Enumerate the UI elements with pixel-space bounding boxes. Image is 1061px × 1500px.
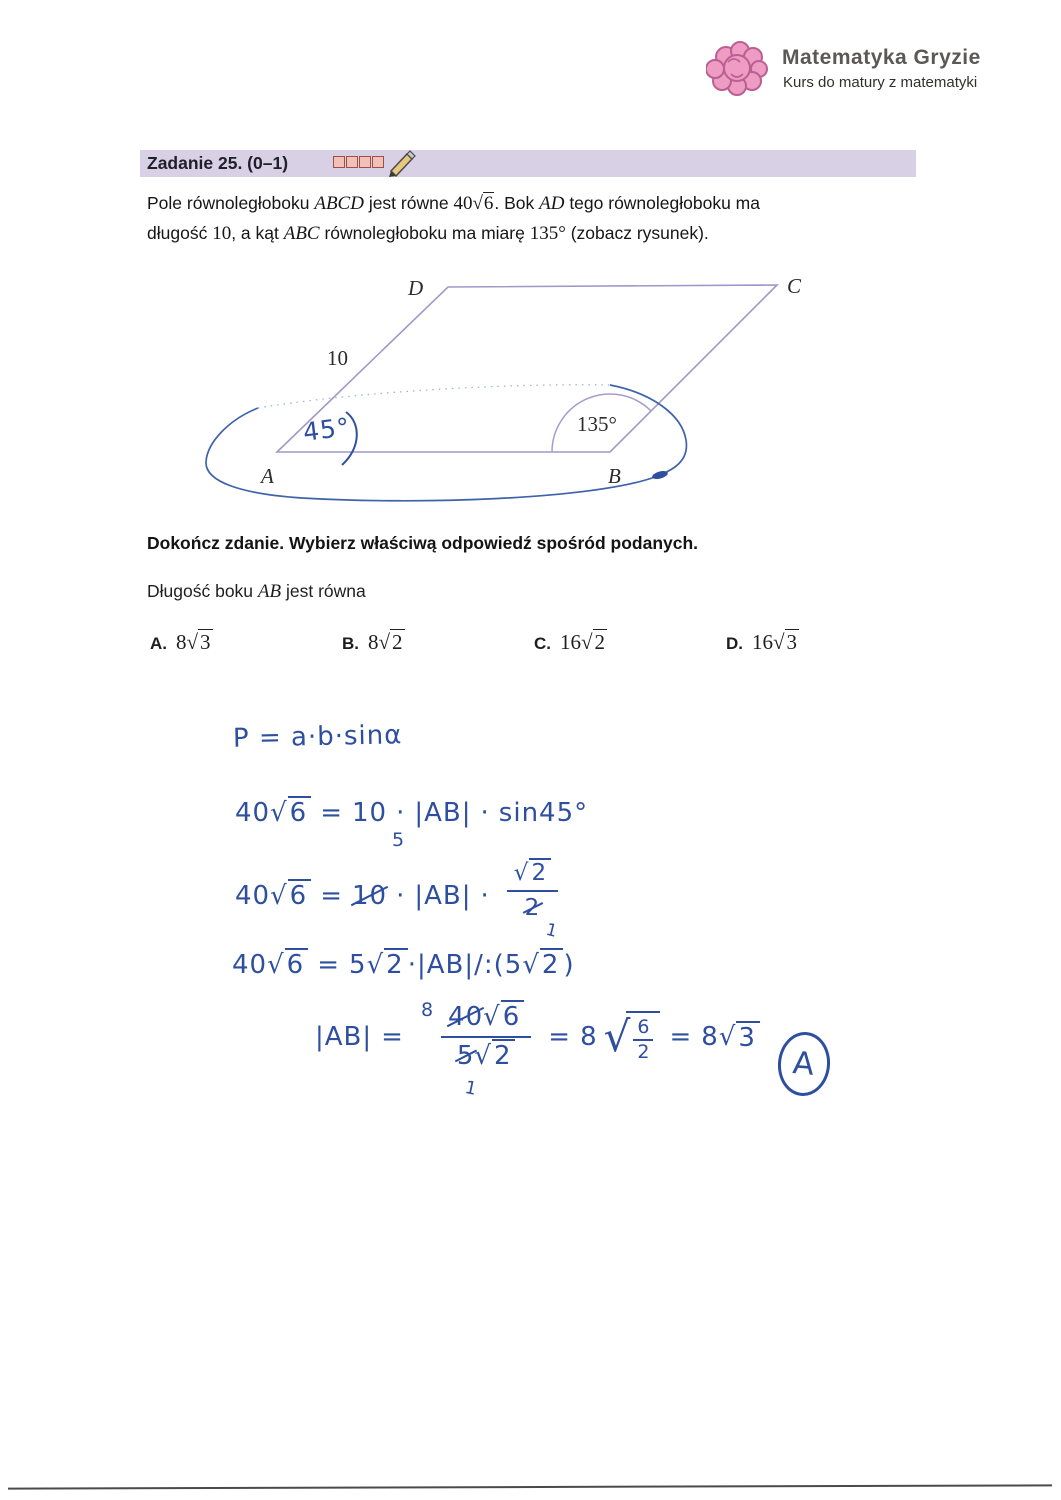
circled-answer: A [775,1029,832,1097]
fraction-sqrt2-over-2: √2 2 1 [507,860,558,921]
logo-title: Matematyka Gryzie [782,46,981,69]
vertex-label-d: D [408,276,424,300]
solution-line-5: |AB| = 8 40√6 5√2 1 = 8 √ $\frac{6}{2}$ = 8 √ 3 A [315,1002,830,1071]
vertex-label-c: C [787,274,802,298]
handwritten-loop-faint [258,385,610,408]
annotation-eight: 8 [420,998,434,1021]
fraction-40sqrt6-over-5sqrt2: 40√6 5√2 1 [441,1002,531,1071]
option-a: A. 8√3 [150,630,211,654]
angle-b-label: 135° [577,412,617,436]
difficulty-square [359,156,371,168]
problem-statement [147,189,867,248]
problem-line-2: długość 10, a kąt ABC równoległoboku ma miarę 135° (zobacz rysunek). [147,222,709,244]
task-header-label: Zadanie 25. (0–1) [147,153,289,173]
annotation-five: 5 [392,829,405,851]
logo-subtitle: Kurs do matury z matematyki [783,74,978,91]
parallelogram-outline [277,285,777,452]
annotation-one: 1 [462,1076,480,1101]
solution-line-2: 40√6 = 10 5 · |AB| · sin45° [235,798,589,851]
question-text: Długość boku AB jest równa [147,581,366,602]
solution-line-4: 40√6 = 5√2 ·|AB|/:(5√2 ) [232,950,575,980]
instruction-text: Dokończ zdanie. Wybierz właściwą odpowiedź spośród podanych. [147,533,699,553]
vertex-label-a: A [261,464,274,488]
radical-fraction-6-over-2: $\frac{6}{2}$ [626,1011,660,1063]
difficulty-square [372,156,384,168]
difficulty-square [346,156,358,168]
difficulty-square [333,156,345,168]
pencil-icon [384,149,416,177]
task-header-bar [140,150,916,177]
difficulty-squares-icon [333,156,385,168]
side-ad-length-label: 10 [327,346,348,370]
option-b: B. 8√2 [342,630,403,654]
parallelogram-diagram [190,262,840,512]
solution-line-1: P = a·b·sinα [232,720,403,754]
annotation-one: 1 [544,919,561,943]
scan-edge-line [8,1484,1052,1489]
option-c: C. 16√2 [534,630,606,654]
vertex-label-b: B [608,464,621,488]
handwritten-angle-a-label: 45° [301,412,352,447]
brain-logo-icon [706,40,770,98]
problem-line-1: Pole równoległoboku ABCD jest równe 40√6. Bok AD tego równoległoboku ma [147,193,760,214]
option-d: D. 16√3 [726,630,798,654]
solution-line-3: 40√6 = 10 · |AB| · √2 2 1 [235,860,561,943]
